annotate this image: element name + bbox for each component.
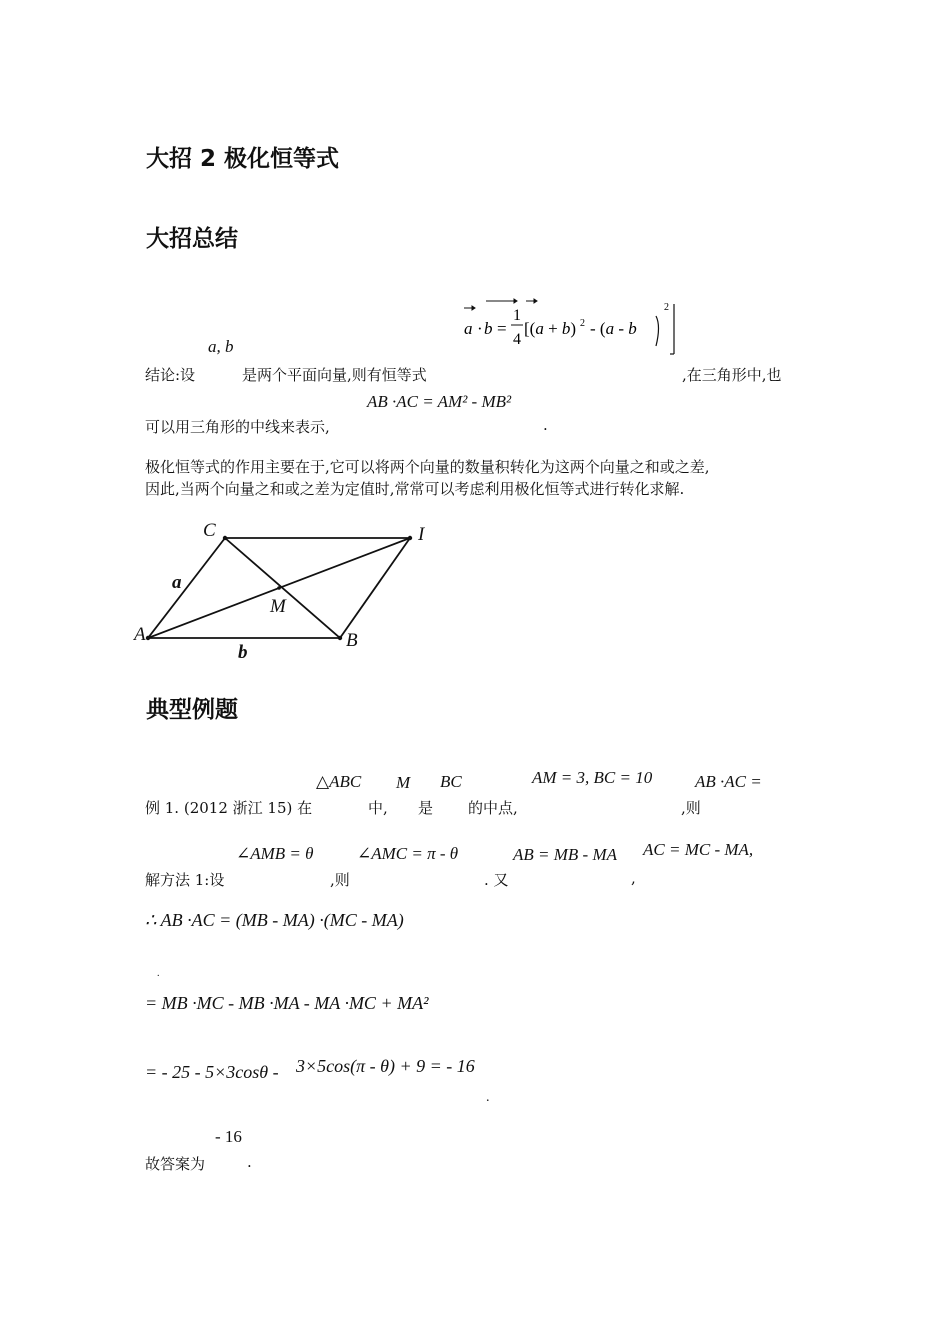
sol-angle-amc: ∠AMC = π - θ (357, 844, 459, 863)
parallelogram-figure (134, 518, 440, 666)
point-M (277, 586, 281, 590)
ex1-triangle: △ABC (316, 772, 362, 791)
formula-sq1: 2 (580, 318, 585, 329)
sol-line-c-part2: 3×5cos(π - θ) + 9 = - 16 (296, 1056, 475, 1076)
vars-ab: a, b (208, 337, 234, 356)
answer-end: . (247, 1153, 252, 1171)
polarization-formula (460, 298, 680, 358)
sol-line-b: = MB ·MC - MB ·MA - MA ·MC + MA² (145, 993, 429, 1013)
ex1-goal: AB ·AC = (695, 772, 762, 791)
ex1-text-1: 例 1. (2012 浙江 15) 在 (145, 799, 313, 817)
label-A: A (134, 624, 146, 645)
ex1-text-2: 中, (368, 799, 388, 817)
summary-text-1b: 是两个平面向量,则有恒等式 (242, 366, 427, 384)
formula-drawing (460, 298, 680, 358)
summary-text-2-end: . (543, 416, 548, 434)
sol-angle-amb: ∠AMB = θ (236, 844, 314, 863)
ex1-text-4: 的中点, (468, 799, 518, 817)
page-title: 大招 2 极化恒等式 (146, 146, 340, 172)
sol-dot-small: . (157, 968, 160, 979)
summary-para-line2: 因此,当两个向量之和或之差为定值时,常常可以考虑利用极化恒等式进行转化求解. (145, 480, 685, 498)
triangle-formula: AB ·AC = AM² - MB² (367, 392, 512, 411)
sol-text-2: ,则 (330, 871, 350, 889)
vector-arrows (464, 299, 537, 310)
summary-text-1a: 结论:设 (145, 366, 196, 384)
label-vector-b: b (238, 642, 248, 663)
formula-den: 4 (513, 331, 521, 348)
ex1-BC: BC (440, 772, 462, 791)
sol-line-a: ∴ AB ·AC = (MB - MA) ·(MC - MA) (145, 910, 404, 930)
point-D (408, 536, 412, 540)
label-C: C (203, 520, 216, 541)
sol-text-3: . 又 (484, 871, 509, 889)
label-M: M (270, 596, 286, 617)
formula-dot: · (477, 319, 483, 338)
sol-line-c-part1: = - 25 - 5×3cosθ - (145, 1062, 279, 1082)
sol-dot-c: . (486, 1090, 490, 1105)
label-vector-a: a (172, 572, 182, 593)
section-heading-summary: 大招总结 (146, 226, 238, 252)
formula-eq: = (497, 319, 507, 338)
summary-text-2: 可以用三角形的中线来表示, (145, 418, 330, 436)
edge-BD (340, 538, 410, 638)
formula-sq2: 2 (664, 302, 669, 313)
answer-text: 故答案为 (145, 1155, 206, 1173)
ex1-text-5: ,则 (681, 799, 701, 817)
diagonal-CB (225, 538, 340, 638)
ex1-M: M (396, 773, 411, 792)
point-A (146, 636, 150, 640)
formula-a: a (464, 319, 473, 338)
parallelogram-svg (140, 518, 440, 666)
answer-value: - 16 (215, 1127, 242, 1146)
section-heading-examples: 典型例题 (146, 697, 238, 723)
formula-num: 1 (513, 307, 521, 324)
sol-vec-ac: AC = MC - MA, (643, 840, 754, 859)
point-C (223, 536, 227, 540)
summary-para-line1: 极化恒等式的作用主要在于,它可以将两个向量的数量积转化为这两个向量之和或之差, (145, 458, 710, 476)
formula-paren (656, 316, 659, 346)
ex1-text-3: 是 (418, 799, 434, 817)
point-B (338, 636, 342, 640)
label-B: B (346, 630, 358, 651)
formula-body2: - (a - b (590, 319, 637, 338)
sol-vec-ab: AB = MB - MA (513, 845, 617, 864)
sol-text-4: , (631, 869, 636, 887)
label-D: I (418, 524, 425, 545)
ex1-condition: AM = 3, BC = 10 (532, 768, 653, 787)
formula-body: [(a + b) (524, 319, 577, 338)
formula-b: b (484, 319, 493, 338)
sol-text-1: 解方法 1:设 (145, 871, 225, 889)
summary-text-1c: ,在三角形中,也 (682, 366, 782, 384)
